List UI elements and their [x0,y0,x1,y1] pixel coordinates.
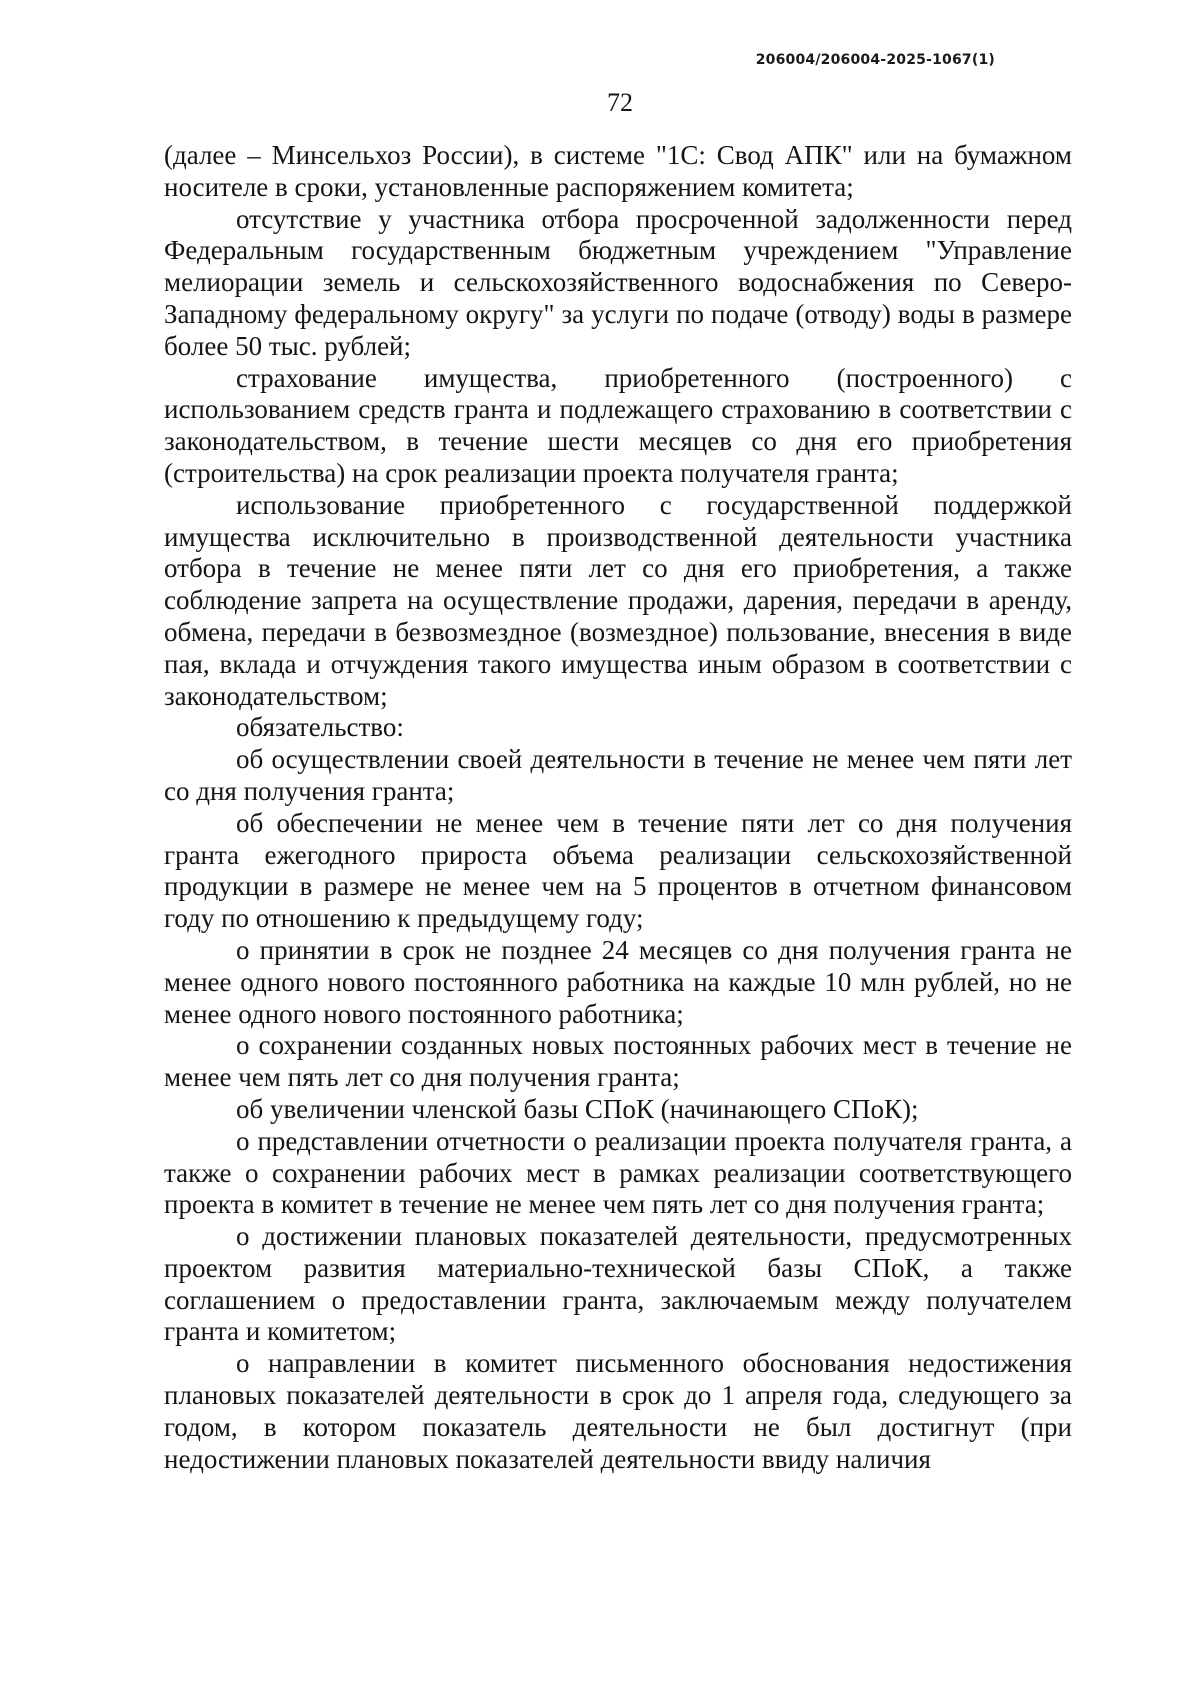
paragraph: об увеличении членской базы СПоК (начинающего СПоК); [236,1093,919,1124]
paragraph: об осуществлении своей деятельности в течение не менее чем пяти лет со дня получения гранта; [164,744,1072,806]
paragraph: о представлении отчетности о реализации проекта получателя гранта, а также о сохранении рабочих мест в рамках реализации соответствующего проекта в комитет в течение не менее чем пять лет со дня получения гранта; [164,1125,1072,1220]
paragraph: обязательство: [236,712,404,743]
paragraph: использование приобретенного с государственной поддержкой имущества исключительно в производственной деятельности участника отбора в течение не менее пяти лет со дня его приобретения, а также соблюдение запрета на осуществление продажи, дарения, передачи в аренду, обмена, передачи в безвозмездное (возмездное) пользование, внесения в виде пая, вклада и отчуждения такого имущества иным образом в соответствии с законодательством; [164,489,1072,711]
paragraph: об обеспечении не менее чем в течение пяти лет со дня получения гранта ежегодного прироста объема реализации сельскохозяйственной продукции в размере не менее чем на 5 процентов в отчетном финансовом году по отношению к предыдущему году; [164,807,1072,934]
paragraph: о достижении плановых показателей деятельности, предусмотренных проектом развития материально-технической базы СПоК, а также соглашением о предоставлении гранта, заключаемым между получателем гранта и комитетом; [164,1221,1072,1347]
paragraph: (далее – Минсельхоз России), в системе "1С: Свод АПК" или на бумажном носителе в сроки, установленные распоряжением комитета; [164,140,1072,202]
document-body [164,140,1072,1475]
page-number: 72 [607,88,633,117]
paragraph: о направлении в комитет письменного обоснования недостижения плановых показателей деятельности в срок до 1 апреля года, следующего за годом, в котором показатель деятельности не был достигнут (при недостижении плановых показателей деятельности ввиду наличия [164,1348,1072,1474]
document-id: 206004/206004-2025-1067(1) [755,52,995,68]
paragraph: отсутствие у участника отбора просроченной задолженности перед Федеральным государственным бюджетным учреждением "Управление мелиорации земель и сельскохозяйственного водоснабжения по Северо-Западному федеральному округу" за услуги по подаче (отводу) воды в размере более 50 тыс. рублей; [164,203,1072,361]
paragraph: страхование имущества, приобретенного (построенного) с использованием средств гранта и подлежащего страхованию в соответствии с законодательством, в течение шести месяцев со дня его приобретения (строительства) на срок реализации проекта получателя гранта; [164,362,1072,488]
paragraph: о принятии в срок не позднее 24 месяцев со дня получения гранта не менее одного нового постоянного работника на каждые 10 млн рублей, но не менее одного нового постоянного работника; [164,934,1072,1029]
paragraph: о сохранении созданных новых постоянных рабочих мест в течение не менее чем пять лет со дня получения гранта; [164,1030,1072,1093]
